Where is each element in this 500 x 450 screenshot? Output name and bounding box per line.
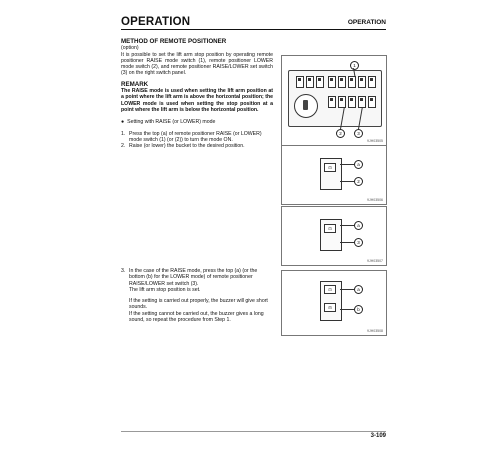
bullet-text: Setting with RAISE (or LOWER) mode [127,119,216,126]
leader-line [340,289,354,290]
panel-switch [306,76,314,88]
figure-step-3 [281,270,387,336]
callout-3: 3 [354,129,363,138]
panel-switch [358,76,366,88]
figure-step-1 [281,145,387,205]
remark-title: REMARK [121,80,149,88]
step-3-number: 3. [121,268,126,274]
callout-a: a [354,285,363,294]
remote-positioner-lower-switch [348,96,356,108]
option-label: (option) [121,45,139,52]
callout-1: 1 [350,61,359,70]
figure-code: 9JH03507 [367,259,383,263]
intro-text: It is possible to set the lift arm stop position by operating remote positioner RAISE mode switch (1), remote positioner LOWER mode switch (2), and remote positioner RAISE/LOWER set switch (3) on the right switch panel. [121,51,273,77]
header-rule [121,29,386,30]
callout-2: 2 [354,177,363,186]
leader-line [340,164,354,165]
callout-a: a [354,160,363,169]
callout-b: b [354,305,363,314]
step-1 [121,131,273,144]
key-icon [303,100,308,110]
leader-line [340,225,354,226]
leader-line [340,181,354,182]
figure-switch-panel [281,55,387,146]
remark-text: The RAISE mode is used when setting the lift arm position at a point where the lift arm is above the horizontal position; the LOWER mode is used when setting the stop position at a point where the lift arm is below the horizontal position. [121,88,273,113]
footer-rule [121,431,386,432]
figure-code: 9JH03506 [367,198,383,202]
switch-top-icon: ⊡ [324,285,336,294]
step-2-text: Raise (or lower) the bucket to the desired position. [129,143,245,150]
panel-switch [338,76,346,88]
figure-code: 9JH03508 [367,329,383,333]
leader-line [340,242,354,243]
step-3-block [121,268,273,323]
leader-line [340,309,354,310]
step-3-paragraph-3: If the setting cannot be carried out, the buzzer gives a long sound, so repeat the procedure from Step 1. [129,310,264,324]
header-section: OPERATION [347,19,386,26]
figure-code: 9JH03505 [367,139,383,143]
step-3-text: In the case of the RAISE mode, press the top (a) (or the bottom (b) for the LOWER mode) of remote positioner RAISE/LOWER set switch (3). [129,268,258,287]
step-1-text: Press the top (a) of remote positioner RAISE (or LOWER) mode switch (1) (or (2)) to turn the mode ON. [129,130,262,143]
step-2-number: 2. [121,143,126,150]
panel-switch [328,96,336,108]
header-title: OPERATION [121,16,191,28]
remote-positioner-raise-switch [338,96,346,108]
step-3-paragraph-2: If the setting is carried out properly, the buzzer will give short sounds. [129,298,268,311]
panel-switch [328,76,336,88]
page-number: 3-109 [370,433,386,439]
bullet-icon: ● [121,119,125,126]
switch-top-icon: ⊡ [324,224,336,233]
switch-bottom-icon: ⊟ [324,303,336,312]
switch-top-icon: ⊡ [324,163,336,172]
panel-switch [296,76,304,88]
step-3-note: The lift arm stop position is set. [129,286,201,293]
remote-positioner-set-switch [358,96,366,108]
panel-switch [368,76,376,88]
step-3 [121,268,273,287]
step-1-number: 1. [121,130,126,137]
panel-switch [348,76,356,88]
step-2 [121,143,273,149]
panel-switch [316,76,324,88]
figure-step-2 [281,206,387,266]
callout-2: 2 [336,129,345,138]
panel-switch [368,96,376,108]
section-title: METHOD OF REMOTE POSITIONER [121,38,227,45]
callout-a: a [354,221,363,230]
callout-3: 3 [354,238,363,247]
intro-block [121,39,273,149]
